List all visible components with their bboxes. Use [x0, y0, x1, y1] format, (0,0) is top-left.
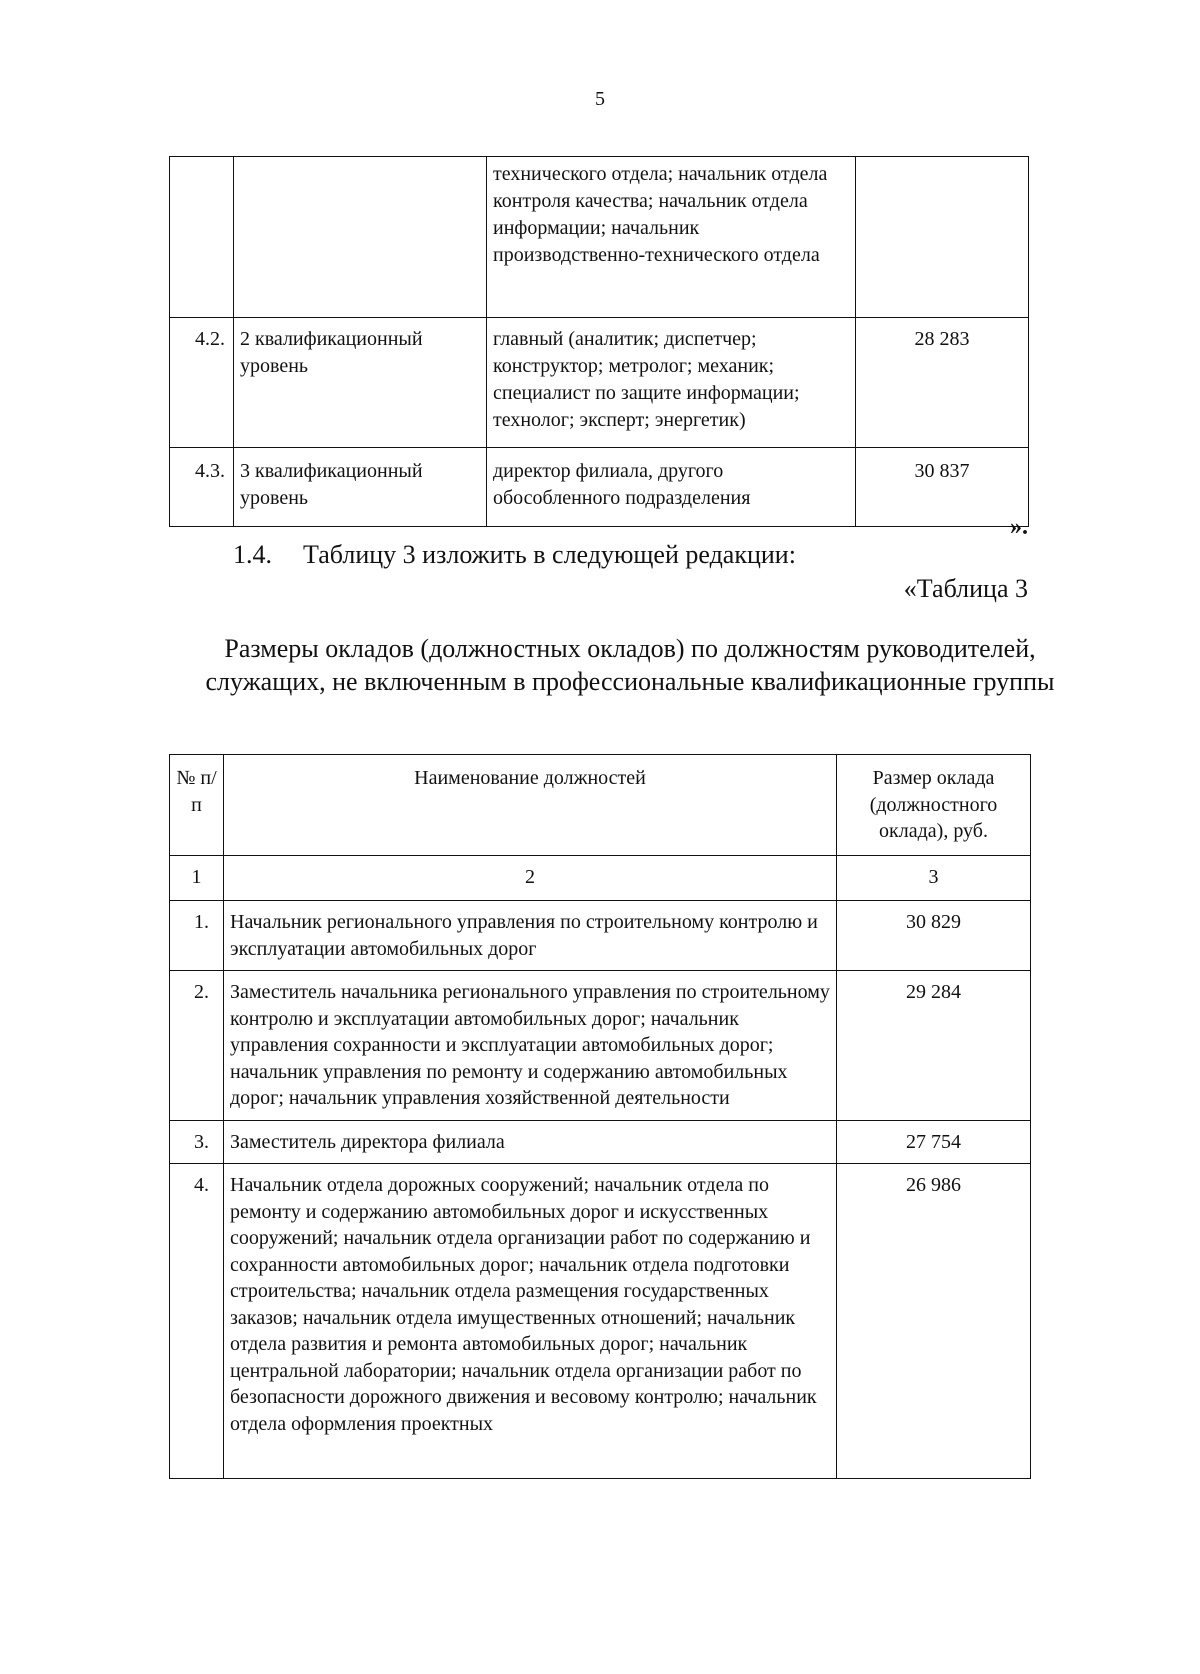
salary-value: 26 986 — [837, 1164, 1031, 1479]
table-row — [170, 157, 1029, 318]
row-number — [170, 157, 234, 318]
qualification-level — [234, 157, 487, 318]
qualification-level: 2 квалификационный уровень — [234, 318, 487, 448]
section-number: 1.4. — [233, 540, 272, 569]
position-name: Начальник регионального управления по строительному контролю и эксплуатации автомобильных дорог — [224, 901, 837, 971]
table-row — [170, 971, 1031, 1121]
closing-quote: ». — [1010, 514, 1028, 540]
qualification-table-continued — [169, 156, 1029, 527]
index-number: 1 — [170, 856, 224, 901]
page-number: 5 — [595, 88, 605, 110]
row-number: 2. — [170, 971, 224, 1121]
salary-table — [169, 754, 1031, 1479]
salary-value: 30 829 — [837, 901, 1031, 971]
position-name: Начальник отдела дорожных сооружений; начальник отдела по ремонту и содержанию автомобильных дорог и искусственных сооружений; начальник отдела организации работ по содержанию и сохранности автомобильных дорог; начальник отдела подготовки строительства; начальник отдела размещения государственных заказов; начальник отдела имущественных отношений; начальник отдела развития и ремонта автомобильных дорог; начальник центральной лаборатории; начальник отдела организации работ по безопасности дорожного движения и весовому контролю; начальник отдела оформления проектных — [224, 1164, 837, 1479]
salary-value: 30 837 — [856, 448, 1029, 527]
header-number: № п/п — [170, 755, 224, 856]
table-row — [170, 901, 1031, 971]
table-header-row — [170, 755, 1031, 856]
position-name: Заместитель начальника регионального управления по строительному контролю и эксплуатации автомобильных дорог; начальник управления сохранности и эксплуатации автомобильных дорог; начальник управления по ремонту и содержанию автомобильных дорог; начальник управления хозяйственной деятельности — [224, 971, 837, 1121]
salary-value: 28 283 — [856, 318, 1029, 448]
index-salary: 3 — [837, 856, 1031, 901]
section-paragraph — [233, 540, 796, 570]
positions-text: директор филиала, другого обособленного подразделения — [487, 448, 856, 527]
section-text: Таблицу 3 изложить в следующей редакции: — [303, 540, 796, 569]
row-number: 1. — [170, 901, 224, 971]
qualification-level: 3 квалификационный уровень — [234, 448, 487, 527]
index-name: 2 — [224, 856, 837, 901]
table-row — [170, 318, 1029, 448]
row-number: 4. — [170, 1164, 224, 1479]
row-number: 4.3. — [170, 448, 234, 527]
positions-text: главный (аналитик; диспетчер; конструктор; метролог; механик; специалист по защите информации; технолог; эксперт; энергетик) — [487, 318, 856, 448]
row-number: 3. — [170, 1120, 224, 1164]
table-row — [170, 448, 1029, 527]
table-label: «Таблица 3 — [903, 574, 1028, 603]
header-name: Наименование должностей — [224, 755, 837, 856]
salary-value — [856, 157, 1029, 318]
column-index-row — [170, 856, 1031, 901]
header-salary: Размер оклада (должностного оклада), руб. — [837, 755, 1031, 856]
table-title: Размеры окладов (должностных окладов) по должностям руководителей, служащих, не включенным в профессиональные квалификационные группы — [205, 634, 1055, 696]
positions-text: технического отдела; начальник отдела контроля качества; начальник отдела информации; начальник производственно-технического отдела — [487, 157, 856, 318]
row-number: 4.2. — [170, 318, 234, 448]
table-row — [170, 1120, 1031, 1164]
salary-value: 27 754 — [837, 1120, 1031, 1164]
position-name: Заместитель директора филиала — [224, 1120, 837, 1164]
salary-value: 29 284 — [837, 971, 1031, 1121]
table-row — [170, 1164, 1031, 1479]
